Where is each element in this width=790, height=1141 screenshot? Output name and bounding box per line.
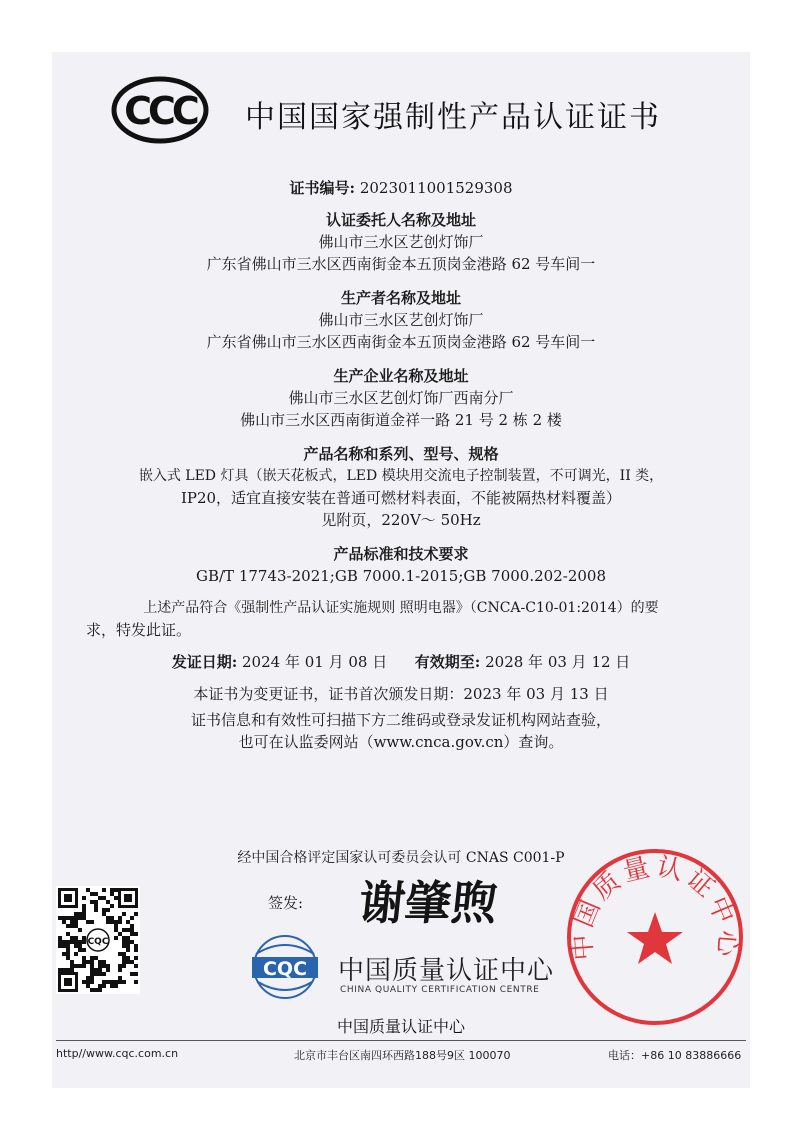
issuer-name-cn: 中国质量认证中心 [338, 956, 555, 986]
conformity-line-1: 上述产品符合《强制性产品认证实施规则 照明电器》（CNCA-C10-01:2014）的要 [143, 600, 659, 616]
official-seal-icon [565, 847, 745, 1027]
qr-code-icon[interactable] [56, 886, 140, 994]
accreditation-note: 经中国合格评定国家认可委员会认可 CNAS C001-P [237, 850, 565, 866]
certificate-number-label: 证书编号: [289, 179, 356, 197]
certificate-number-value: 2023011001529308 [359, 179, 513, 197]
footer-website[interactable]: http//www.cqc.com.cn [56, 1047, 179, 1060]
cqc-logo-icon [242, 932, 328, 1002]
standard-label: 产品标准和技术要求 [333, 545, 469, 563]
issue-date-label: 发证日期: [171, 653, 238, 671]
verify-line-1: 证书信息和有效性可扫描下方二维码或登录发证机构网站查验， [190, 711, 611, 729]
qr-center-logo-text: CQC [87, 937, 109, 947]
certificate-number-row [52, 178, 750, 198]
valid-until-value: 2028 年 03 月 12 日 [485, 653, 631, 671]
seal-text: 中国质量认证中心 [567, 851, 743, 962]
applicant-label: 认证委托人名称及地址 [325, 211, 476, 229]
product-label: 产品名称和系列、型号、规格 [303, 445, 499, 463]
product-line-1: 嵌入式 LED 灯具（嵌天花板式，LED 模块用交流电子控制装置，不可调光，II 类， [138, 468, 664, 484]
product-line-3: 见附页，220V～ 50Hz [321, 511, 481, 529]
factory-name: 佛山市三水区艺创灯饰厂西南分厂 [288, 389, 514, 407]
handwritten-signature [342, 867, 522, 937]
signature-text: 谢肇煦 [356, 876, 501, 930]
issue-date-value: 2024 年 01 月 08 日 [242, 653, 388, 671]
dates-row [52, 652, 750, 672]
manufacturer-name: 佛山市三水区艺创灯饰厂 [318, 311, 484, 329]
change-note: 本证书为变更证书，证书首次颁发日期：2023 年 03 月 13 日 [193, 685, 609, 703]
issuer-name-bottom: 中国质量认证中心 [336, 1017, 465, 1036]
sign-label: 签发: [268, 894, 304, 912]
factory-address: 佛山市三水区西南街道金祥一路 21 号 2 栋 2 楼 [240, 411, 562, 429]
footer-divider [56, 1040, 746, 1041]
valid-until-label: 有效期至: [414, 653, 481, 671]
manufacturer-label: 生产者名称及地址 [340, 289, 461, 307]
ccc-logo-icon [110, 76, 210, 144]
verify-line-2: 也可在认监委网站（www.cnca.gov.cn）查询。 [238, 733, 564, 751]
footer-phone: 电话：+86 10 83886666 [608, 1049, 742, 1062]
applicant-name: 佛山市三水区艺创灯饰厂 [318, 233, 484, 251]
footer-address: 北京市丰台区南四环西路188号9区 100070 [294, 1049, 511, 1062]
issuer-name-en: CHINA QUALITY CERTIFICATION CENTRE [340, 985, 540, 995]
certificate-title: 中国国家强制性产品认证证书 [245, 100, 661, 135]
product-line-2: IP20，适宜直接安装在普通可燃材料表面，不能被隔热材料覆盖） [180, 489, 622, 507]
ccc-logo-text: CCC [124, 89, 196, 133]
manufacturer-address: 广东省佛山市三水区西南街金本五顶岗金港路 62 号车间一 [206, 333, 596, 351]
factory-label: 生产企业名称及地址 [333, 367, 469, 385]
standard-value: GB/T 17743-2021;GB 7000.1-2015;GB 7000.202-2008 [196, 567, 606, 585]
applicant-address: 广东省佛山市三水区西南街金本五顶岗金港路 62 号车间一 [206, 255, 596, 273]
cqc-logo-text: CQC [262, 958, 308, 980]
conformity-line-2: 求，特发此证。 [86, 621, 192, 639]
certificate-sheet [52, 52, 750, 1088]
